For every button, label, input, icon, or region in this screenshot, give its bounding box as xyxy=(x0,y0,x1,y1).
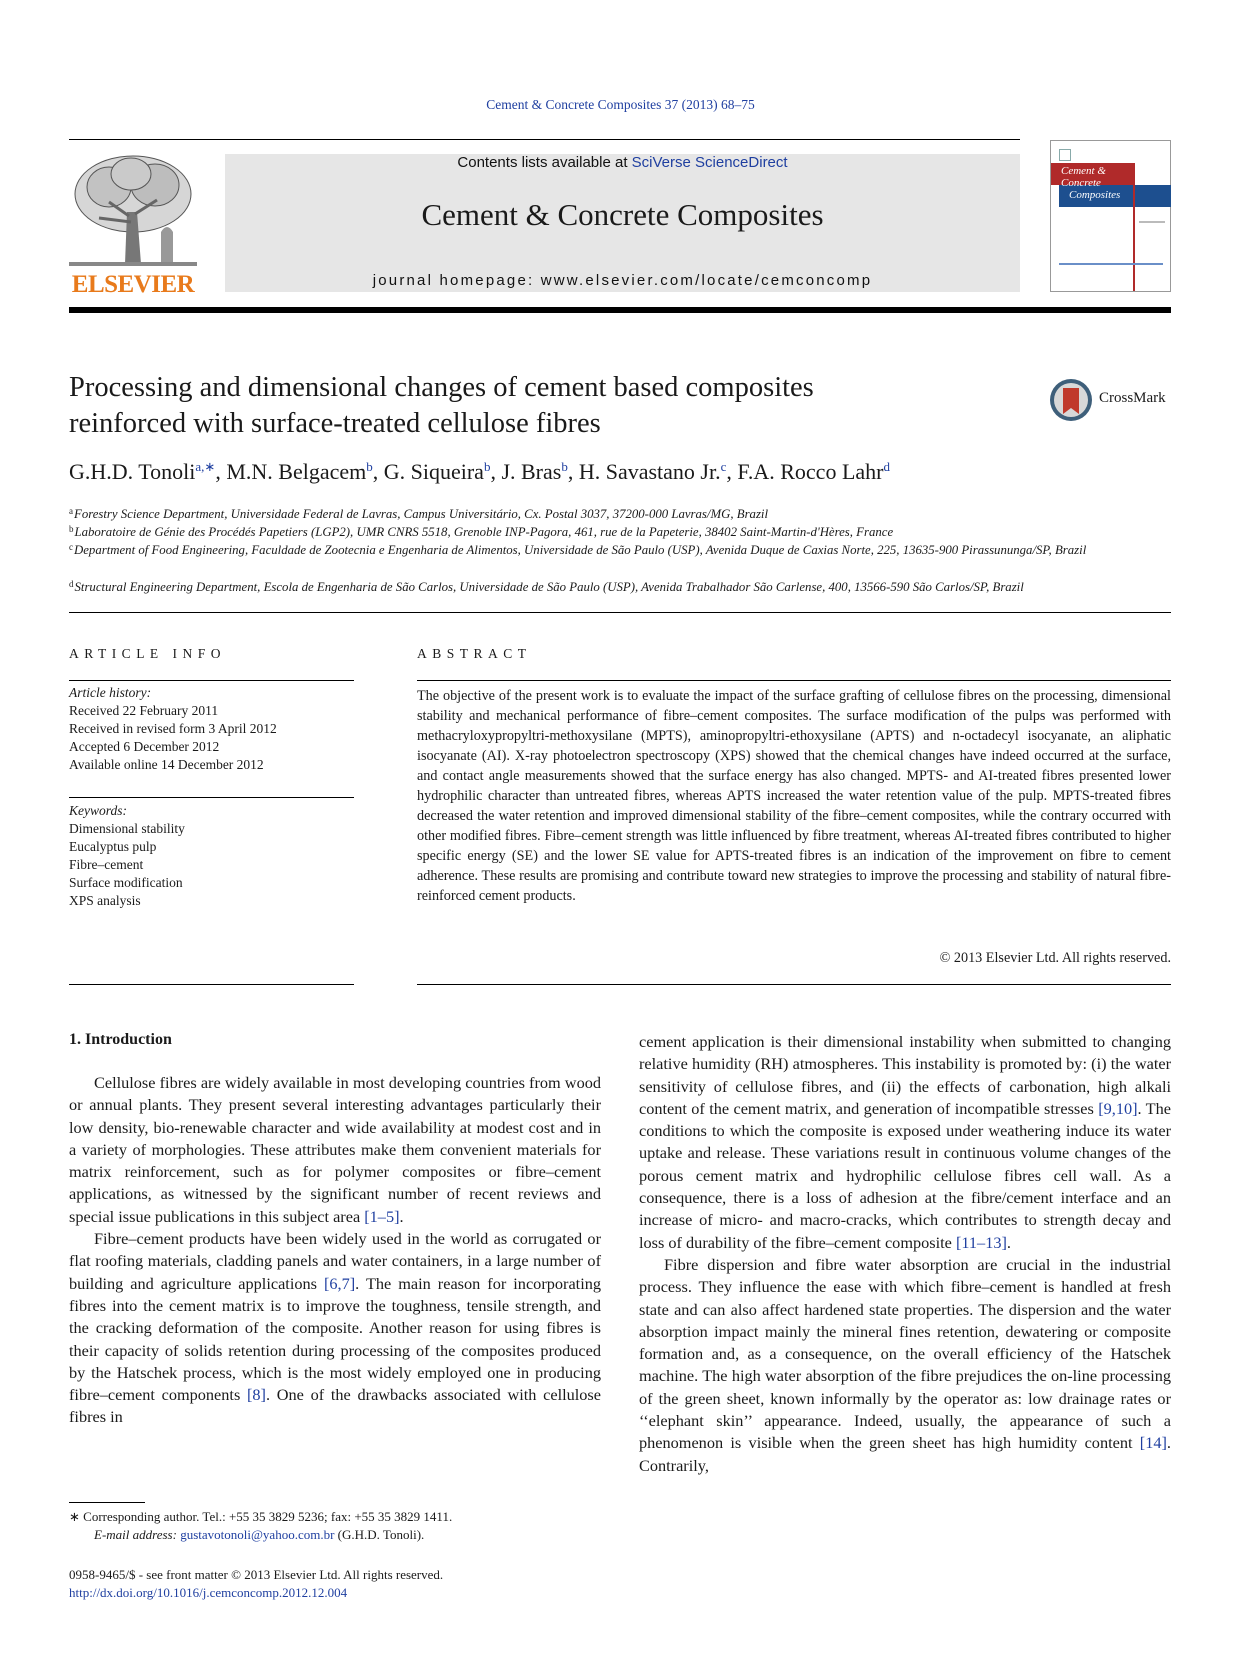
author[interactable]: F.A. Rocco Lahr$^d$ xyxy=(737,459,890,484)
citation-link[interactable]: [14] xyxy=(1139,1433,1167,1453)
affiliation: $^a$Forestry Science Department, Universidade Federal de Lavras, Campus Universitário, Cx. Postal 3037, 37200-000 Lavras/MG, Brazil xyxy=(69,506,769,521)
cover-red-stripe xyxy=(1133,163,1135,291)
abstract-text: The objective of the present work is to evaluate the impact of the surface grafting of cellulose fibres on the processing, dimensional stability and mechanical performance of fibre–cement composites. The surface modification of the pulps was performed with methacryloxypropyltri-methoxysilane (MPTS), aminopropyltri-ethoxysilane (APTS) and n-octadecyl isocyanate, an aliphatic isocyanate (AI). X-ray photoelectron spectroscopy (XPS) showed that the chemical changes have indeed occurred at the surface, and contact angle measurements showed that the surface energy has also changed. MPTS- and AI-treated fibres presented lower hydrophilic character than untreated fibres, whereas APTS increased the water retention value of the pulp. MPTS-treated fibres decreased the water retention and improved dimensional stability of the fibre–cement composites, while the contrary occurred with other modified fibres. Fibre–cement strength was little influenced by fibre treatment, whereas AI-treated fibres contributed to higher specific energy (SE) and the lower SE value for APTS-treated fibres is an indication of the improvement on fibre to cement adherence. These results are promising and contribute toward new strategies to improve the processing and stability of natural fibre-reinforced cement products. xyxy=(417,688,1171,904)
citation-link[interactable]: [6,7] xyxy=(323,1273,356,1293)
history-item: Available online 14 December 2012 xyxy=(69,757,264,772)
keywords xyxy=(69,802,354,910)
contents-line xyxy=(225,154,1020,171)
article-title-line: Processing and dimensional changes of cement based composites xyxy=(69,372,814,403)
citation-link[interactable]: [8] xyxy=(247,1385,266,1405)
article-info-heading: ARTICLE INFO xyxy=(69,646,227,661)
paragraph: Fibre dispersion and fibre water absorption are crucial in the industrial process. They influence the ease with which fibre–cement is handled at fresh state and can also affect hardened state properties. The dispersion and the water absorption impact mainly the mineral fines retention, dewatering or composite formation and, as a consequence, on the overall efficiency of the Hatschek machine. The high water absorption of the fibre prejudices the on-line processing of the green sheet, known informally by the operator as: low drainage rates or ‘‘elephant skin’’ appearance. Indeed, usually, the appearance of such a phenomenon is visible when the green sheet has high humidity content [14]. Contrarily, xyxy=(639,1254,1171,1475)
cover-text-line xyxy=(1139,221,1165,223)
paragraph: Cellulose fibres are widely available in most developing countries from wood or annual plants. They present several interesting advantages particularly their low density, bio-renewable character and wide availability at modest cost and in a variety of morphologies. These attributes make them convenient materials for matrix reinforcement, such as for polymer composites or fibre–cement applications, as witnessed by the significant number of recent reviews and special issue publications in this subject area [1–5]. xyxy=(69,1073,601,1226)
journal-reference[interactable]: Cement & Concrete Composites 37 (2013) 68–75 xyxy=(486,97,755,112)
citation-link[interactable]: [11–13] xyxy=(955,1232,1007,1252)
keywords-label: Keywords: xyxy=(69,803,127,818)
history-item: Received 22 February 2011 xyxy=(69,703,219,718)
crossmark-icon xyxy=(1049,378,1095,422)
keyword: Dimensional stability xyxy=(69,821,185,836)
abstract-bottom-rule xyxy=(417,984,1171,985)
doi-url[interactable]: http://dx.doi.org/10.1016/j.cemconcomp.2012.12.004 xyxy=(69,1585,348,1600)
affiliation-rule xyxy=(69,612,1171,613)
author[interactable]: M.N. Belgacem$^b$ xyxy=(226,459,373,484)
header-rule xyxy=(69,139,1020,140)
article-info-rule xyxy=(69,680,354,681)
article-history xyxy=(69,684,354,774)
footnote-rule xyxy=(69,1502,145,1503)
history-item: Received in revised form 3 April 2012 xyxy=(69,721,277,736)
email-note: E-mail address: gustavotonoli@yahoo.com.br (G.H.D. Tonoli). xyxy=(94,1527,425,1542)
abstract-rule xyxy=(417,680,1171,681)
author[interactable]: J. Bras$^b$ xyxy=(501,459,568,484)
keyword: XPS analysis xyxy=(69,893,141,908)
history-item: Accepted 6 December 2012 xyxy=(69,739,220,754)
paragraph: Fibre–cement products have been widely used in the world as corrugated or flat roofing materials, cladding panels and water containers, in a large number of building and agriculture applications [6,7]. The main reason for incorporating fibres into the cement matrix is to improve the toughness, tensile strength, and the cracking deformation of the composite. Another reason for using fibres is their capacity of solids retention during processing of the composites produced by the Hatschek process, which is the most widely employed one in producing fibre–cement components [8]. One of the drawbacks associated with cellulose fibres in xyxy=(69,1229,601,1427)
crossmark-button[interactable] xyxy=(1049,378,1171,422)
citation-link[interactable]: [9,10] xyxy=(1098,1098,1138,1118)
keyword: Fibre–cement xyxy=(69,857,144,872)
cover-title-line: Cement & xyxy=(1061,165,1106,177)
email-label: E-mail address: xyxy=(94,1527,177,1542)
abstract-copyright: © 2013 Elsevier Ltd. All rights reserved. xyxy=(939,950,1171,966)
email-link[interactable]: gustavotonoli@yahoo.com.br xyxy=(180,1527,335,1542)
body-right-column xyxy=(639,1031,1171,1477)
author[interactable]: H. Savastano Jr.$^c$ xyxy=(578,459,727,484)
journal-homepage[interactable]: journal homepage: www.elsevier.com/locate/cemconcomp xyxy=(372,272,873,289)
keywords-rule xyxy=(69,797,354,798)
sciencedirect-link[interactable]: SciVerse ScienceDirect xyxy=(631,154,788,171)
body-left-column xyxy=(69,1072,601,1429)
citation-link[interactable]: [1–5] xyxy=(364,1206,400,1226)
section-heading: 1. Introduction xyxy=(69,1031,172,1048)
journal-cover-thumbnail xyxy=(1050,140,1171,292)
abstract-heading: ABSTRACT xyxy=(417,646,532,661)
author[interactable]: G. Siqueira$^b$ xyxy=(383,459,491,484)
affiliation: $^c$Department of Food Engineering, Faculdade de Zootecnia e Engenharia de Alimentos, Universidade de São Paulo (USP), Avenida Duque de Caxias Norte, 225, 13635-900 Pirassununga/SP, Brazil xyxy=(69,542,1087,557)
article-title-line: reinforced with surface-treated cellulose fibres xyxy=(69,408,601,439)
article-title xyxy=(69,370,969,442)
keyword: Surface modification xyxy=(69,875,183,890)
header-thick-rule xyxy=(69,307,1171,313)
elsevier-wordmark: ELSEVIER xyxy=(71,271,195,298)
affiliation: $^b$Laboratoire de Génie des Procédés Papetiers (LGP2), UMR CNRS 5518, Grenoble INP-Pagora, 461, rue de la Papeterie, 38402 Saint-Martin-d'Hères, France xyxy=(69,524,894,539)
affiliation: $^d$Structural Engineering Department, Escola de Engenharia de São Carlos, Universidade de São Paulo (USP), Avenida Trabalhador São Carlense, 400, 13566-590 São Carlos/SP, Brazil xyxy=(69,579,1024,594)
cover-title xyxy=(1061,165,1120,201)
cover-title-line: Concrete xyxy=(1061,177,1101,189)
doi-link[interactable] xyxy=(69,1584,669,1602)
history-label: Article history: xyxy=(69,685,152,700)
article-info-bottom-rule xyxy=(69,984,354,985)
paragraph: cement application is their dimensional instability when submitted to changing relative humidity (RH) atmospheres. This instability is promoted by: (i) the water sensitivity of cellulose fibres, and (ii) the effects of carbonation, high alkali content of the cement matrix, and generation of incompatible stresses [9,10]. The conditions to which the composite is exposed under weathering induce its water uptake and release. These variations result in continuous volume changes of the porous cement matrix and hydrophilic cellulose fibres cell wall. As a consequence, there is a loss of adhesion at the fibre/cement interface and an increase of micro- and macro-cracks, which contributes to strength decay and loss of durability of the fibre–cement composite [11–13]. xyxy=(639,1032,1171,1252)
author[interactable]: G.H.D. Tonoli$^{a,∗}$ xyxy=(69,459,216,484)
contents-prefix: Contents lists available at xyxy=(457,154,628,171)
cover-title-line: Composites xyxy=(1069,189,1121,201)
crossmark-label: CrossMark xyxy=(1099,390,1166,406)
journal-name: Cement & Concrete Composites xyxy=(421,197,824,232)
keyword: Eucalyptus pulp xyxy=(69,839,157,854)
author-list: G.H.D. Tonoli$^{a,∗}$, M.N. Belgacem$^b$, G. Siqueira$^b$, J. Bras$^b$, H. Savastano Jr.$^c$, F.A. Rocco Lahr$^d$ xyxy=(69,459,890,484)
corresponding-author-note: ∗ Corresponding author. Tel.: +55 35 3829 5236; fax: +55 35 3829 1411. xyxy=(69,1509,453,1524)
cover-badge-icon xyxy=(1059,149,1071,161)
issn-line: 0958-9465/$ - see front matter © 2013 Elsevier Ltd. All rights reserved. xyxy=(69,1567,444,1582)
cover-blue-line xyxy=(1059,263,1163,265)
